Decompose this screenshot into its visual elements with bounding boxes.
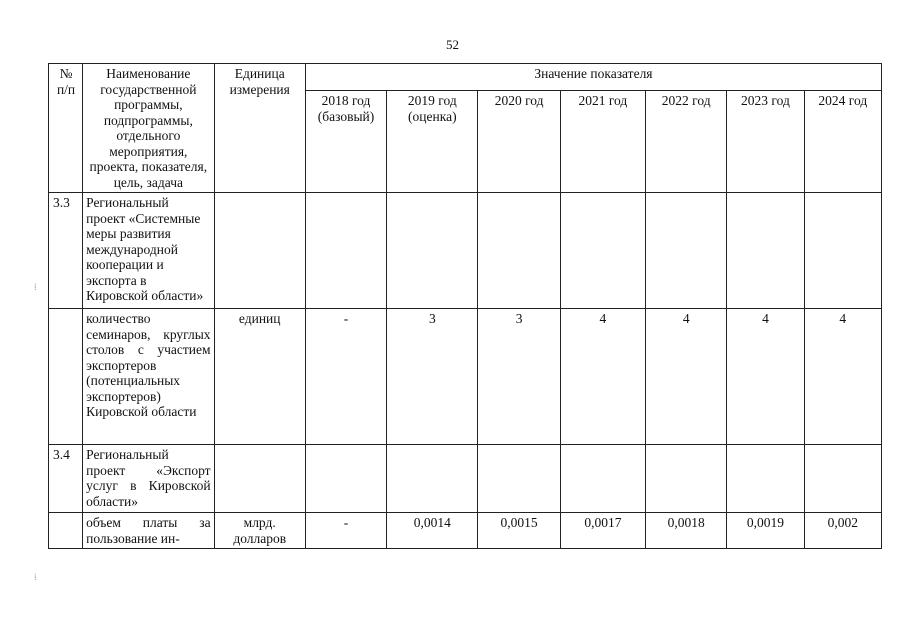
row-value <box>804 193 881 309</box>
row-value: 3 <box>478 309 560 445</box>
row-value: 4 <box>646 309 727 445</box>
header-year: 2024 год <box>804 91 881 193</box>
row-num <box>49 513 83 549</box>
page-number: 52 <box>446 37 459 52</box>
row-num: 3.3 <box>49 193 83 309</box>
indicator-table <box>48 63 882 549</box>
row-value <box>560 193 645 309</box>
scan-margin-mark: ⁞ <box>34 282 37 292</box>
row-value <box>305 445 386 513</box>
row-value: 0,0017 <box>560 513 645 549</box>
header-year: 2019 год (оценка) <box>387 91 478 193</box>
row-name: объем платы за пользование ин- <box>83 513 214 549</box>
scan-margin-mark: ⁞ <box>34 572 37 582</box>
row-value <box>727 445 804 513</box>
row-value <box>478 193 560 309</box>
row-value <box>478 445 560 513</box>
row-value <box>727 193 804 309</box>
header-year: 2018 год (базовый) <box>305 91 386 193</box>
row-name: Региональный проект «Системные меры развития международной кооперации и экспорта в Кировской области» <box>83 193 214 309</box>
table-row <box>49 513 882 549</box>
row-name: количество семинаров, круглых столов с участием экспортеров (потенциальных экспортеров) Кировской области <box>83 309 214 445</box>
row-value: - <box>305 309 386 445</box>
row-value: 0,002 <box>804 513 881 549</box>
header-name: Наименование государственной программы, подпрограммы, отдельного мероприятия, проекта, показателя, цель, задача <box>83 64 214 193</box>
header-unit: Единица измерения <box>214 64 305 193</box>
table-row <box>49 445 882 513</box>
row-value: 4 <box>727 309 804 445</box>
row-unit <box>214 445 305 513</box>
row-value <box>387 445 478 513</box>
row-unit <box>214 193 305 309</box>
row-num <box>49 309 83 445</box>
row-unit: млрд. долларов <box>214 513 305 549</box>
row-value: 0,0015 <box>478 513 560 549</box>
row-value <box>646 193 727 309</box>
row-value <box>646 445 727 513</box>
row-value: - <box>305 513 386 549</box>
row-value: 0,0019 <box>727 513 804 549</box>
row-value <box>305 193 386 309</box>
row-value: 0,0014 <box>387 513 478 549</box>
row-name: Региональный проект «Экспорт услуг в Кировской области» <box>83 445 214 513</box>
row-value: 4 <box>560 309 645 445</box>
row-num: 3.4 <box>49 445 83 513</box>
header-num: № п/п <box>49 64 83 193</box>
row-value <box>387 193 478 309</box>
row-value: 0,0018 <box>646 513 727 549</box>
row-value <box>560 445 645 513</box>
table-row <box>49 193 882 309</box>
header-year: 2023 год <box>727 91 804 193</box>
row-value <box>804 445 881 513</box>
header-year: 2021 год <box>560 91 645 193</box>
row-unit: единиц <box>214 309 305 445</box>
header-year: 2022 год <box>646 91 727 193</box>
row-value: 3 <box>387 309 478 445</box>
header-values-group: Значение показателя <box>305 64 881 91</box>
header-year: 2020 год <box>478 91 560 193</box>
row-value: 4 <box>804 309 881 445</box>
table-row <box>49 309 882 445</box>
